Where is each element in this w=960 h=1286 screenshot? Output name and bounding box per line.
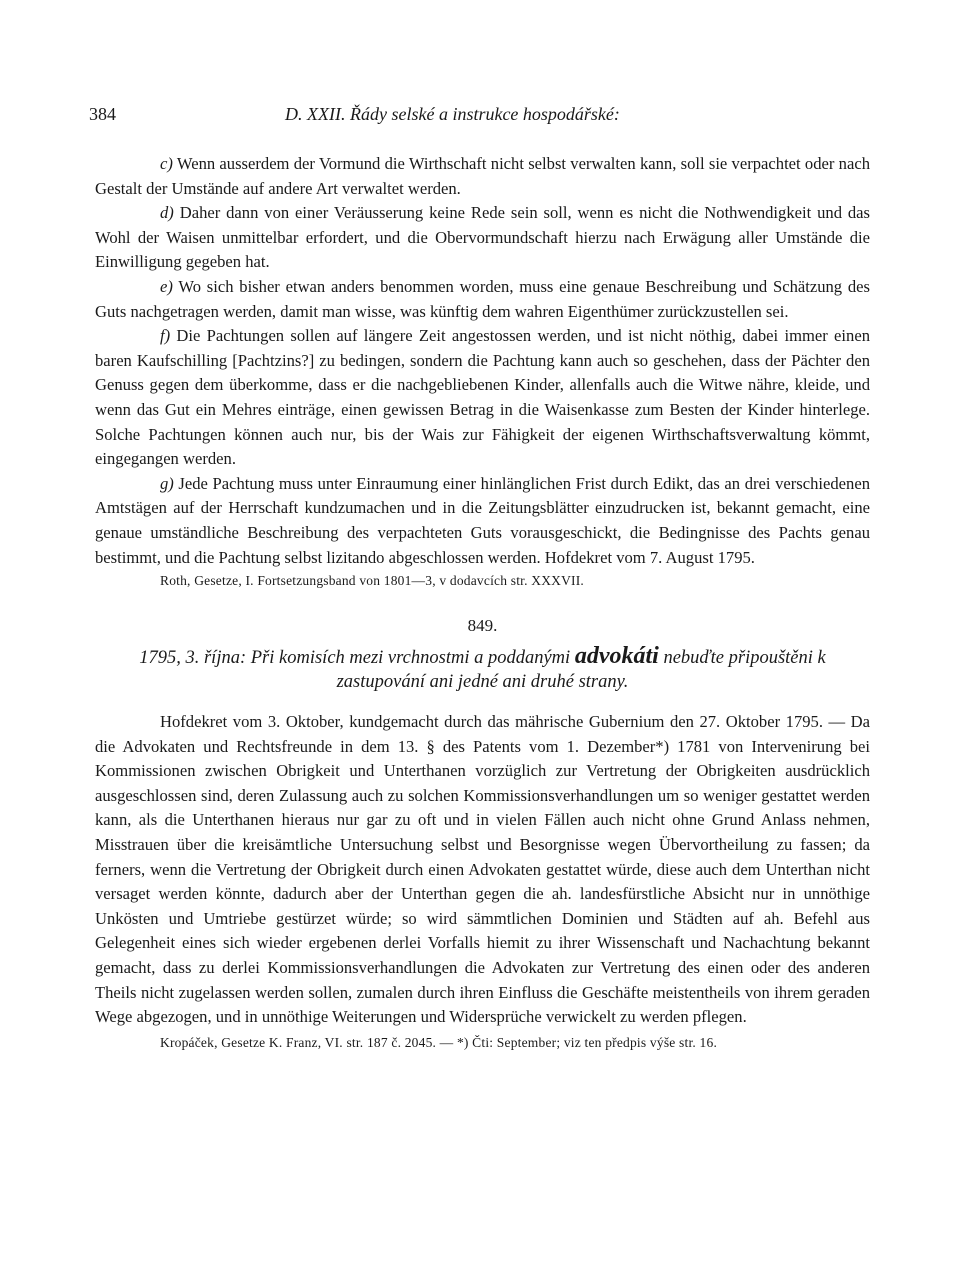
title-part-2: nebuďte připouštěni k zastupování ani jedné ani druhé strany.: [336, 648, 826, 693]
page-number: 384: [89, 104, 116, 124]
document-page: [89, 104, 870, 1052]
paragraph-c: [95, 152, 870, 201]
paragraph-d: [95, 201, 870, 275]
paragraph-text: Daher dann von einer Veräusserung keine Rede sein soll, wenn es nicht die Nothwendigkeit und das Wohl der Waisen unmittelbar erfordert, und die Obervormundschaft hierzu nach Erwägung aller Umstände die Einwilligung gegeben hat.: [95, 203, 870, 272]
title-part-1: 1795, 3. října: Při komisích mezi vrchnostmi a poddanými: [139, 648, 575, 669]
body-paragraph: Hofdekret vom 3. Oktober, kundgemacht durch das mährische Gubernium den 27. Oktober 1795. — Da die Advokaten und Rechtsfreunde in dem 13. § des Patents vom 1. Dezember*) 1781 von Intervenirung bei Kommissionen zwischen Obrigkeit und Unterthanen vorzüglich zur Vertretung der Obrigkeiten ausdrücklich ausgeschlossen sind, deren Zulassung auch zu solchen Kommissionsverhandlungen um so weniger gestattet werden kann, als die Unterthanen hieraus nur gar zu oft und in vielen Fällen auch nicht ohne Grund Anlass nehmen, Misstrauen über die kreisämtliche Untersuchung selbst und Besorgnisse wegen Übervortheilung zu fassen; da ferners, wenn die Vertretung der Obrigkeit durch einen Advokaten gestattet würde, diese auch dem Unterthan nicht versaget werden könnte, dadurch aber der Unterthan gegen die ah. landesfürstliche Absicht nur in unnöthige Unkösten und Umtriebe gestürzet würde; so wird sämmtlichen Dominien und Städten auf ah. Befehl aus Gelegenheit eines sich wieder ergebenen derlei Vorfalls hiemit zu ihrer Wissenschaft und Nachachtung bekannt gemacht, dass zu derlei Kommissionsverhandlungen die Advokaten zur Vertretung des einen oder des anderen Theils nicht zugelassen werden sollen, zumalen durch ihren Einfluss die Geschäfte meistentheils von ihrem geraden Wege abgezogen, und in unnöthige Weiterungen und Widersprüche verwickelt zu werden pflegen.: [95, 712, 870, 1027]
paragraph-label: f): [160, 326, 171, 346]
page-header: [89, 104, 870, 130]
paragraph-label: d): [160, 203, 174, 223]
paragraph-text: Jede Pachtung muss unter Einraumung einer hinlänglichen Frist durch Edikt, das an drei verschiedenen Amtstägen auf der Herrschaft kundzumachen und in die Zeitungsblätter einzudrucken ist, bekannt gemacht, eine genaue umständliche Beschreibung des verpachteten Guts vorausgeschickt, die Bedingnisse des Pachts genau bestimmt, und die Pachtung selbst lizitando abgeschlossen werden. Hofdekret vom 7. August 1795.: [95, 473, 870, 567]
paragraph-e: [95, 275, 870, 324]
paragraph-text: Die Pachtungen sollen auf längere Zeit angestossen werden, und ist nicht nöthig, dabei immer einen baren Kaufschilling [Pachtzins?] zu bedingen, sondern die Pachtung kann auch so geschehen, dass der Pächter den Genuss gegen dem überkomme, dass er die nachgebliebenen Kinder, allenfalls auch die Witwe nähre, kleide, und wenn das Gut ein Mehres einträge, einen gewissen Betrag in die Waisenkasse zum Besten der Kinder hinterlege. Solche Pachtungen können auch nur, bis der Wais zur Fähigkeit der eigenen Wirthschaftsverwaltung kömmt, eingegangen werden.: [95, 326, 870, 469]
source-citation: Roth, Gesetze, I. Fortsetzungsband von 1801—3, v dodavcích str. XXXVII.: [160, 573, 585, 589]
paragraph-label: g): [160, 473, 174, 493]
title-keyword: advokáti: [574, 643, 659, 670]
source-citation-footnote: Kropáček, Gesetze K. Franz, VI. str. 187 č. 2045. — *) Čti: September; viz ten předpis výše str. 16.: [160, 1034, 718, 1050]
paragraph-label: e): [160, 276, 173, 296]
paragraph-g: [95, 472, 870, 570]
document-title: [95, 644, 870, 694]
paragraph-text: Wo sich bisher etwan anders benommen worden, muss eine genaue Beschreibung und Schätzung des Guts nachgetragen werden, damit man wisse, was künftig dem wahren Eigenthümer zurückzustellen sei.: [95, 276, 870, 321]
paragraph-label: c): [160, 154, 173, 173]
paragraph-f: [95, 324, 870, 472]
paragraph-text: Wenn ausserdem der Vormund die Wirthschaft nicht selbst verwalten kann, soll sie verpachtet oder nach Gestalt der Umstände auf andere Art verwaltet werden.: [95, 154, 870, 198]
running-title: D. XXII. Řády selské a instrukce hospodářské:: [285, 104, 620, 124]
document-number: 849.: [467, 616, 498, 636]
